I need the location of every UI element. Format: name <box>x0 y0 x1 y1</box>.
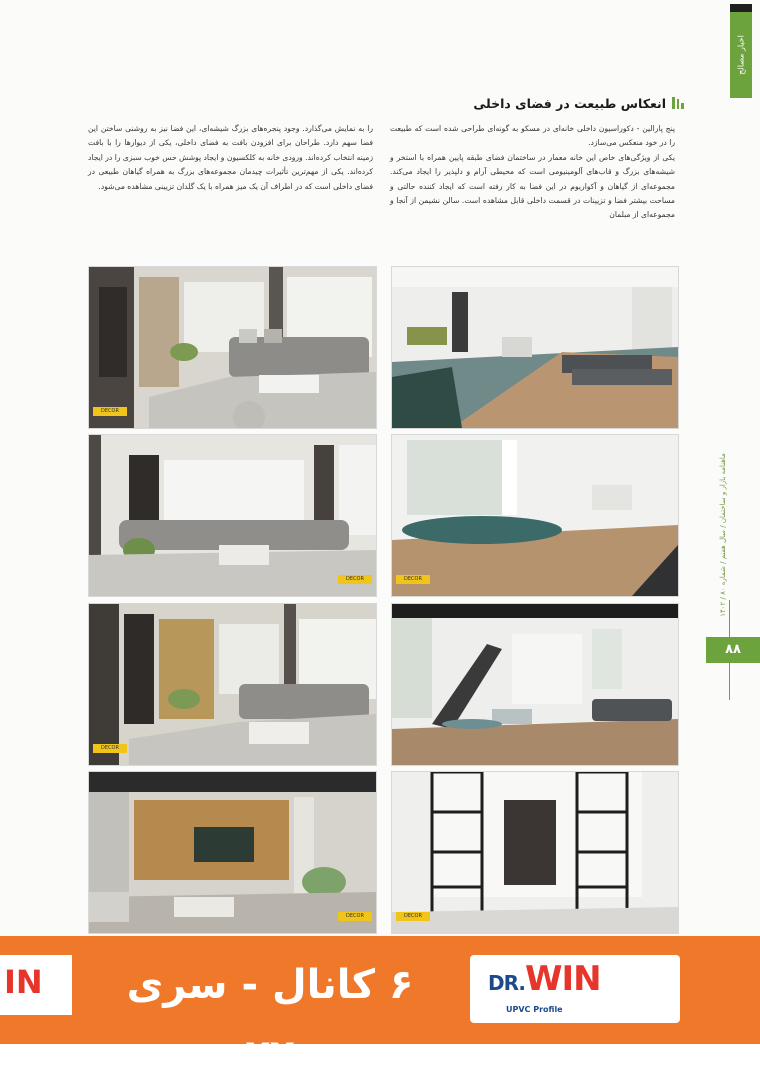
side-running-text-label: ماهنامه بازار و ساختمان / سال هفتم / شماره ۸۰ / ۱۴۰۲ <box>719 453 727 617</box>
pool-room-image <box>392 267 678 428</box>
paragraph: پنج پارالین - دکوراسیون داخلی خانه‌ای در مسکو به گونه‌ای طراحی شده است که طبیعت را در خود منعکس می‌سازد. <box>390 124 675 148</box>
pool-room-photo-2 <box>391 434 679 597</box>
paragraph: را به نمایش می‌گذارد. وجود پنجره‌های بزرگ شیشه‌ای، این فضا نیز به روشنی ساختن این فضا سهم دارد. طراحان برای افزودن بافت به فضای داخلی، یکی از دیوارها را با بافت زمینه انتخاب کرده‌اند. ورودی خانه به کلکسیون و ایجاد پوشش حس خوب سبزی را در ایجاد کرده‌اند. یکی از مهم‌ترین تأثیرات چیدمان مجموعه‌های بزرگ به همراه گیاهان طبیعی در فضای داخلی است که در اطراف آن یک میز همراه با یک گلدان تزیینی مشاهده می‌شود. <box>88 124 373 191</box>
living-room-image <box>89 604 376 765</box>
staircase-photo <box>391 603 679 766</box>
banner-headline: ۶ کانال - سری ۷۷ <box>126 962 414 1078</box>
partial-logo <box>0 955 72 1015</box>
article-heading <box>460 92 684 114</box>
bars-icon <box>672 97 684 109</box>
living-room-image <box>89 267 376 428</box>
page-number: ۸۸ <box>706 637 760 663</box>
tv-wall-photo <box>88 771 377 934</box>
brand-label: DECOR <box>93 744 127 753</box>
brand-label: DECOR <box>338 575 372 584</box>
section-tab <box>730 4 752 98</box>
living-room-photo-2 <box>88 434 377 597</box>
tv-wall-image <box>89 772 376 933</box>
glass-door-image <box>392 772 678 933</box>
staircase-image <box>392 604 678 765</box>
logo-dr: DR. <box>488 971 525 995</box>
pool-room-photo-1 <box>391 266 679 429</box>
side-running-text <box>718 440 728 630</box>
article-title: انعکاس طبیعت در فضای داخلی <box>473 95 666 111</box>
living-room-image <box>89 435 376 596</box>
living-room-photo-3 <box>88 603 377 766</box>
living-room-photo-1 <box>88 266 377 429</box>
section-tab-label: اخبار مصالح <box>736 35 746 75</box>
brand-label: DECOR <box>338 912 372 921</box>
text-column-right <box>390 122 675 223</box>
partial-logo-text: IN <box>4 963 43 1001</box>
paragraph: یکی از ویژگی‌های خاص این خانه معمار در ساختمان فضای طبقه پایین همراه با استخر و شیشه‌های بزرگ و قاب‌های آلومینیومی است که محیطی آرام و دلپذیر را ایجاد می‌کند. مجموعه‌ای از گیاهان و آکواریوم در این فضا به کار رفته است که ایجاد کننده حالتی و مساحت بیشتر فضا و تزیینات در قسمت داخلی قابل مشاهده است. سالن نشیمن از آنجا و مجموعه‌ای از مبلمان <box>390 152 675 220</box>
logo-wordmark <box>488 959 601 999</box>
brand-label: DECOR <box>93 407 127 416</box>
logo-subtitle: UPVC Profile <box>506 1005 563 1014</box>
drwin-logo <box>470 955 680 1023</box>
logo-win: WIN <box>524 959 601 999</box>
text-column-left <box>88 122 373 194</box>
pool-room-image <box>392 435 678 596</box>
glass-door-photo <box>391 771 679 934</box>
brand-label: DECOR <box>396 912 430 921</box>
brand-label: DECOR <box>396 575 430 584</box>
